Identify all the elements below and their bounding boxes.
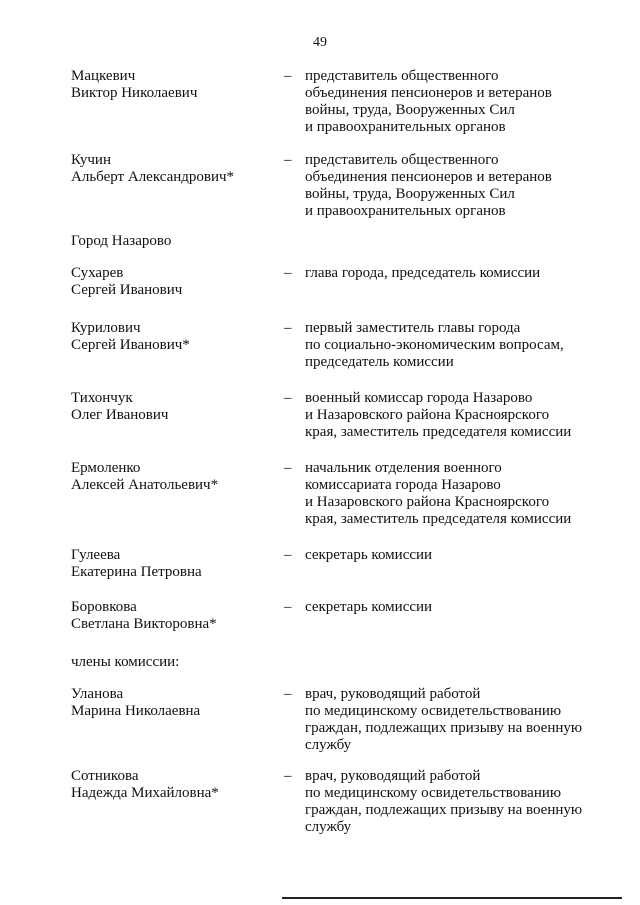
role-line: и Назаровского района Красноярского [305,494,550,510]
member-role [305,599,605,616]
role-line: военный комиссар города Назарово [305,390,533,406]
role-line: объединения пенсионеров и ветеранов [305,169,552,185]
role-line: председатель комиссии [305,354,454,370]
role-line: представитель общественного [305,152,499,168]
members-heading: члены комиссии: [71,654,180,670]
member-given-names: Олег Иванович [71,407,169,423]
member-given-names: Марина Николаевна [71,703,201,719]
member-surname: Гулеева [71,547,121,563]
role-line: края, заместитель председателя комиссии [305,424,572,440]
member-name [71,460,271,494]
member-name [71,547,271,581]
role-line: войны, труда, Вооруженных Сил [305,102,515,118]
member-surname: Уланова [71,686,124,702]
role-line: врач, руководящий работой [305,768,481,784]
member-role [305,152,605,220]
member-given-names: Виктор Николаевич [71,85,198,101]
footer-rule [282,897,622,899]
member-given-names: Сергей Иванович [71,282,183,298]
role-line: и правоохранительных органов [305,119,506,135]
role-line: первый заместитель главы города [305,320,521,336]
role-line: войны, труда, Вооруженных Сил [305,186,515,202]
dash-separator: – [284,265,292,281]
role-line: по медицинскому освидетельствованию [305,703,562,719]
member-entry [0,460,640,540]
member-entry [0,390,640,470]
role-line: секретарь комиссии [305,599,433,615]
role-line: комиссариата города Назарово [305,477,501,493]
role-line: граждан, подлежащих призыву на военную [305,802,583,818]
role-line: врач, руководящий работой [305,686,481,702]
member-given-names: Екатерина Петровна [71,564,202,580]
member-entry [0,686,640,766]
dash-separator: – [284,460,292,476]
role-line: граждан, подлежащих призыву на военную [305,720,583,736]
member-role [305,686,605,754]
member-given-names: Светлана Викторовна* [71,616,217,632]
member-entry [0,320,640,400]
dash-separator: – [284,320,292,336]
member-role [305,390,605,441]
member-entry [0,68,640,148]
role-line: и Назаровского района Красноярского [305,407,550,423]
role-line: объединения пенсионеров и ветеранов [305,85,552,101]
dash-separator: – [284,547,292,563]
member-surname: Тихончук [71,390,133,406]
dash-separator: – [284,768,292,784]
role-line: по социально-экономическим вопросам, [305,337,564,353]
member-surname: Ермоленко [71,460,141,476]
role-line: края, заместитель председателя комиссии [305,511,572,527]
member-name [71,686,271,720]
dash-separator: – [284,152,292,168]
member-given-names: Сергей Иванович* [71,337,190,353]
dash-separator: – [284,599,292,615]
role-line: службу [305,819,352,835]
member-name [71,68,271,102]
page-number: 49 [313,35,327,50]
city-heading: Город Назарово [71,233,172,249]
member-surname: Мацкевич [71,68,136,84]
dash-separator: – [284,390,292,406]
member-role [305,265,605,282]
member-surname: Курилович [71,320,141,336]
member-surname: Боровкова [71,599,137,615]
member-surname: Сотникова [71,768,139,784]
member-entry [0,152,640,232]
member-name [71,768,271,802]
member-role [305,320,605,371]
member-surname: Сухарев [71,265,124,281]
role-line: глава города, председатель комиссии [305,265,541,281]
role-line: и правоохранительных органов [305,203,506,219]
member-role [305,768,605,836]
member-name [71,390,271,424]
dash-separator: – [284,68,292,84]
role-line: секретарь комиссии [305,547,433,563]
member-surname: Кучин [71,152,111,168]
dash-separator: – [284,686,292,702]
member-given-names: Алексей Анатольевич* [71,477,219,493]
member-role [305,68,605,136]
member-name [71,320,271,354]
role-line: начальник отделения военного [305,460,502,476]
member-entry [0,768,640,848]
member-role [305,460,605,528]
role-line: службу [305,737,352,753]
member-name [71,599,271,633]
member-role [305,547,605,564]
member-given-names: Надежда Михайловна* [71,785,219,801]
member-name [71,265,271,299]
role-line: представитель общественного [305,68,499,84]
member-given-names: Альберт Александрович* [71,169,235,185]
role-line: по медицинскому освидетельствованию [305,785,562,801]
member-name [71,152,271,186]
